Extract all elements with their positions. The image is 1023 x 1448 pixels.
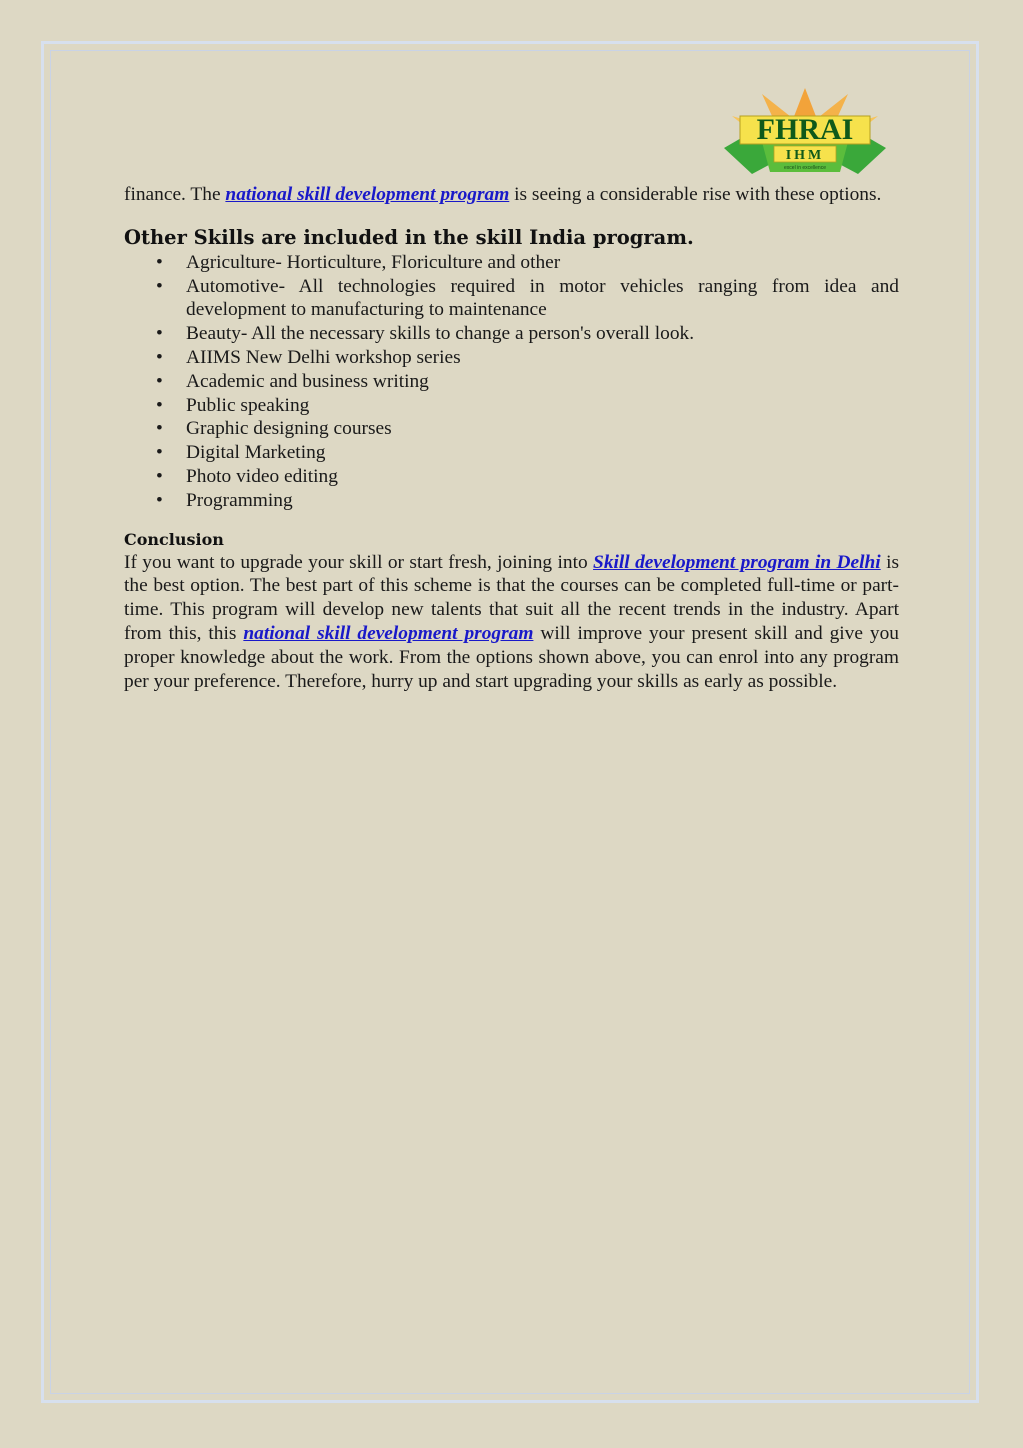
skills-list — [124, 251, 899, 513]
skills-heading: Other Skills are included in the skill India program. — [124, 225, 694, 249]
list-item — [124, 441, 899, 465]
list-item — [124, 465, 899, 489]
list-item-text: Digital Marketing — [186, 442, 326, 464]
bullet-icon: • — [156, 418, 163, 440]
intro-paragraph — [124, 183, 899, 207]
intro-text-start: finance. The — [124, 184, 226, 205]
list-item — [124, 251, 899, 275]
bullet-icon: • — [156, 346, 163, 368]
list-item-text: Academic and business writing — [186, 370, 429, 392]
list-item-text: Programming — [186, 489, 293, 511]
skill-development-program-delhi-link[interactable]: Skill development program in Delhi — [593, 551, 881, 573]
list-item — [124, 489, 899, 513]
bullet-icon: • — [156, 465, 163, 487]
bullet-icon: • — [156, 275, 163, 297]
list-item — [124, 275, 899, 323]
national-skill-development-program-link[interactable]: national skill development program — [225, 184, 510, 205]
logo-subtext: IHM — [785, 148, 825, 163]
conclusion-text-2: is the best option. The best part of this scheme is that the courses can be completed full-time or part-time. This program will develop new talents that suit all the recent trends in the industry. Apart from this, this — [124, 551, 900, 644]
conclusion-paragraph — [124, 551, 899, 694]
list-item-text: Public speaking — [186, 394, 310, 416]
bullet-icon: • — [156, 323, 163, 345]
list-item — [124, 370, 899, 394]
document-content — [124, 183, 899, 693]
conclusion-heading: Conclusion — [124, 529, 224, 549]
fhrai-logo — [722, 86, 888, 178]
bullet-icon: • — [156, 394, 163, 416]
national-skill-development-program-link-2[interactable]: national skill development program — [243, 622, 534, 644]
bullet-icon: • — [156, 442, 163, 464]
list-item-text: AIIMS New Delhi workshop series — [186, 346, 461, 368]
logo-text: FHRAI — [756, 113, 854, 146]
list-item — [124, 417, 899, 441]
list-item-text: Graphic designing courses — [186, 418, 392, 440]
list-item-text: Automotive- All technologies required in motor vehicles ranging from idea and development to manufacturing to maintenance — [186, 275, 899, 321]
list-item — [124, 346, 899, 370]
list-item-text: Agriculture- Horticulture, Floriculture and other — [186, 251, 561, 273]
conclusion-text-1: If you want to upgrade your skill or start fresh, joining into — [124, 551, 594, 573]
list-item-text: Beauty- All the necessary skills to change a person's overall look. — [186, 323, 695, 345]
bullet-icon: • — [156, 489, 163, 511]
list-item — [124, 322, 899, 346]
logo-tagline: excel in excellence — [784, 165, 826, 171]
intro-text-end: is seeing a considerable rise with these options. — [509, 184, 882, 205]
bullet-icon: • — [156, 370, 163, 392]
bullet-icon: • — [156, 251, 163, 273]
list-item-text: Photo video editing — [186, 465, 338, 487]
list-item — [124, 394, 899, 418]
conclusion-text-3: will improve your present skill and give you proper knowledge about the work. From the options shown above, you can enrol into any program per your preference. Therefore, hurry up and start upgrading your skills as early as possible. — [124, 622, 899, 692]
